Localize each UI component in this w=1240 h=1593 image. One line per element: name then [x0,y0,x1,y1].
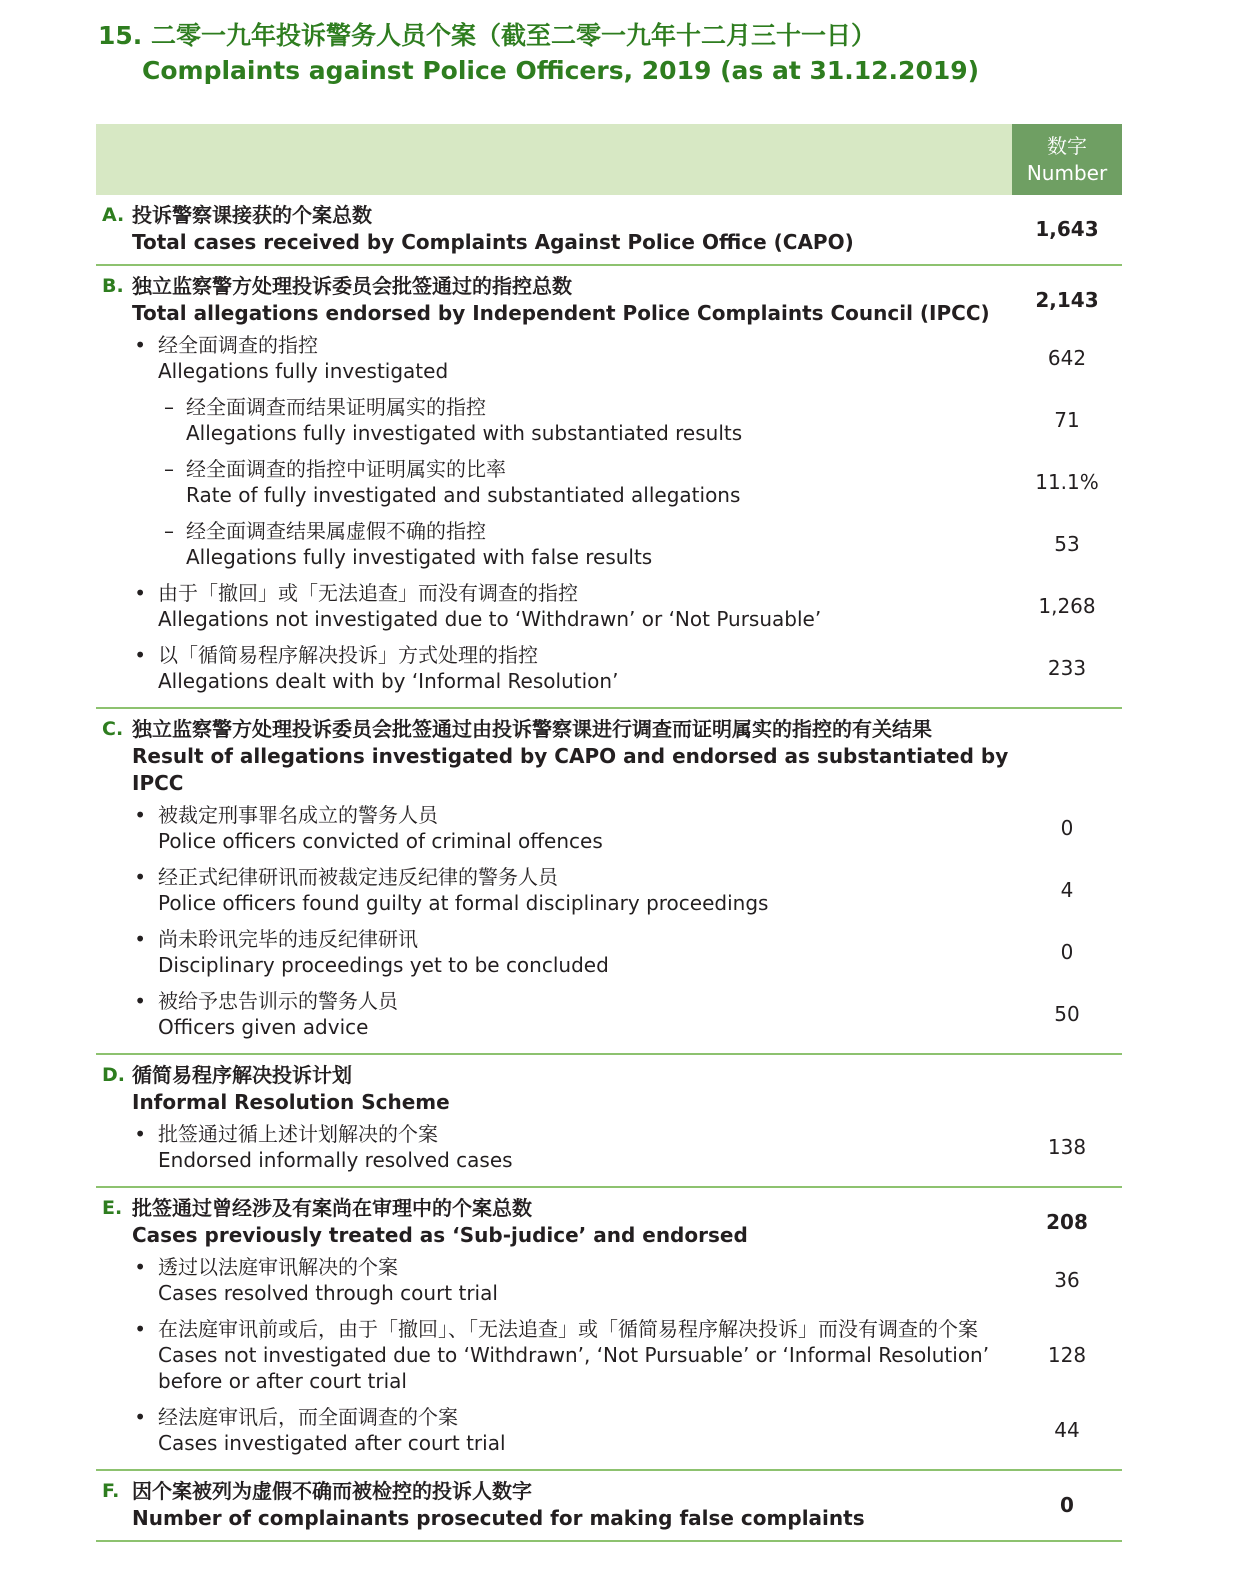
page-title [98,18,979,88]
item-label-en: Allegations fully investigated [158,359,449,383]
item-label-zh: 尚未聆讯完毕的违反纪律研讯 [158,927,418,951]
item-label-en: Police officers found guilty at formal disciplinary proceedings [158,891,769,915]
section-value: 0 [1060,1493,1074,1517]
list-item [96,513,1122,575]
section-heading-zh: 独立监察警方处理投诉委员会批签通过由投诉警察课进行调查而证明属实的指控的有关结果 [132,717,932,741]
bullet-mark: • [134,865,146,889]
section-c [96,709,1122,1055]
bullet-mark: • [134,581,146,605]
section-value: 1,643 [1035,217,1099,241]
item-label-en: Cases resolved through court trial [158,1281,498,1305]
title-en: Complaints against Police Officers, 2019 (as at 31.12.2019) [142,56,980,85]
item-value: 44 [1054,1418,1080,1442]
item-label-en: Cases investigated after court trial [158,1431,506,1455]
list-item [96,983,1122,1045]
item-value: 4 [1060,878,1074,902]
item-value: 138 [1047,1135,1087,1159]
bullet-mark: • [134,989,146,1013]
section-heading [96,716,1122,797]
bullet-mark: • [134,333,146,357]
dash-mark: – [164,457,174,481]
list-item [96,921,1122,983]
bullet-mark: • [134,803,146,827]
section-letter: C. [102,718,124,740]
number-header-en: Number [1026,160,1108,185]
list-item [96,797,1122,859]
item-label-en: Allegations fully investigated with substantiated results [186,421,743,445]
item-label-en: Disciplinary proceedings yet to be concluded [158,953,609,977]
item-label-zh: 经全面调查结果属虚假不确的指控 [186,519,486,543]
item-value: 0 [1060,816,1074,840]
item-label-en: Officers given advice [158,1015,369,1039]
section-heading-zh: 循简易程序解决投诉计划 [132,1063,352,1087]
dash-mark: – [164,395,174,419]
list-item [96,637,1122,699]
item-label-en: Police officers convicted of criminal offences [158,829,603,853]
item-label-en: Allegations not investigated due to ‘Withdrawn’ or ‘Not Pursuable’ [158,607,822,631]
item-label-zh: 经正式纪律研讯而被裁定违反纪律的警务人员 [158,865,558,889]
item-label-en: Rate of fully investigated and substantiated allegations [186,483,741,507]
list-item [96,575,1122,637]
title-zh: 15. 二零一九年投诉警务人员个案（截至二零一九年十二月三十一日） [98,21,876,50]
bullet-mark: • [134,1405,146,1429]
section-heading [96,1478,1122,1532]
item-label-zh: 经全面调查而结果证明属实的指控 [186,395,486,419]
section-b [96,266,1122,709]
complaints-table [96,124,1122,1542]
number-column-header [1012,124,1122,195]
item-value: 128 [1047,1343,1087,1367]
section-letter: A. [102,204,125,226]
number-header-zh: 数字 [1047,133,1087,158]
section-heading-en: Number of complainants prosecuted for making false complaints [132,1506,865,1530]
section-a [96,195,1122,266]
item-label-en: Cases not investigated due to ‘Withdrawn’, ‘Not Pursuable’ or ‘Informal Resolution’ before or after court trial [158,1343,990,1393]
item-label-zh: 在法庭审讯前或后，由于「撤回」、「无法追查」或「循简易程序解决投诉」而没有调查的个案 [158,1317,978,1341]
item-value: 36 [1054,1268,1080,1292]
section-heading-en: Total cases received by Complaints Against Police Office (CAPO) [132,230,854,254]
list-item [96,327,1122,389]
bullet-mark: • [134,927,146,951]
section-letter: B. [102,275,124,297]
list-item [96,1399,1122,1461]
item-value: 1,268 [1038,594,1096,618]
dash-mark: – [164,519,174,543]
item-value: 642 [1047,346,1087,370]
item-label-zh: 经全面调查的指控中证明属实的比率 [186,457,506,481]
item-value: 233 [1047,656,1087,680]
item-value: 11.1% [1035,470,1099,494]
section-f [96,1471,1122,1542]
section-heading [96,273,1122,327]
item-label-en: Allegations dealt with by ‘Informal Resolution’ [158,669,619,693]
section-heading-en: Informal Resolution Scheme [132,1090,450,1114]
item-value: 0 [1060,940,1074,964]
item-label-zh: 被裁定刑事罪名成立的警务人员 [158,803,438,827]
item-label-zh: 以「循简易程序解决投诉」方式处理的指控 [158,643,538,667]
section-heading [96,202,1122,256]
section-letter: E. [102,1197,123,1219]
table-header [96,124,1122,195]
section-letter: D. [102,1064,125,1086]
item-value: 71 [1054,408,1080,432]
item-label-zh: 经全面调查的指控 [158,333,318,357]
item-label-zh: 透过以法庭审讯解决的个案 [158,1255,398,1279]
section-heading-en: Cases previously treated as ‘Sub-judice’ and endorsed [132,1223,748,1247]
list-item [96,1116,1122,1178]
bullet-mark: • [134,1317,146,1341]
section-d [96,1055,1122,1188]
section-value: 208 [1046,1210,1088,1234]
item-value: 50 [1054,1002,1080,1026]
item-label-zh: 批签通过循上述计划解决的个案 [158,1122,438,1146]
section-heading-zh: 因个案被列为虚假不确而被检控的投诉人数字 [132,1479,532,1503]
section-heading-en: Total allegations endorsed by Independent Police Complaints Council (IPCC) [132,301,990,325]
item-label-zh: 由于「撤回」或「无法追查」而没有调查的指控 [158,581,578,605]
bullet-mark: • [134,1122,146,1146]
list-item [96,859,1122,921]
item-label-en: Allegations fully investigated with false results [186,545,653,569]
section-e [96,1188,1122,1471]
section-heading-zh: 批签通过曾经涉及有案尚在审理中的个案总数 [132,1196,532,1220]
section-heading [96,1195,1122,1249]
list-item [96,389,1122,451]
section-letter: F. [102,1480,120,1502]
bullet-mark: • [134,643,146,667]
item-label-zh: 经法庭审讯后，而全面调查的个案 [158,1405,458,1429]
item-label-en: Endorsed informally resolved cases [158,1148,513,1172]
list-item [96,1249,1122,1311]
section-heading-en: Result of allegations investigated by CAPO and endorsed as substantiated by IPCC [132,744,1009,795]
section-value: 2,143 [1035,288,1099,312]
list-item [96,1311,1122,1399]
item-label-zh: 被给予忠告训示的警务人员 [158,989,398,1013]
section-heading-zh: 独立监察警方处理投诉委员会批签通过的指控总数 [132,274,572,298]
section-heading [96,1062,1122,1116]
bullet-mark: • [134,1255,146,1279]
item-value: 53 [1054,532,1080,556]
section-heading-zh: 投诉警察课接获的个案总数 [132,203,372,227]
list-item [96,451,1122,513]
